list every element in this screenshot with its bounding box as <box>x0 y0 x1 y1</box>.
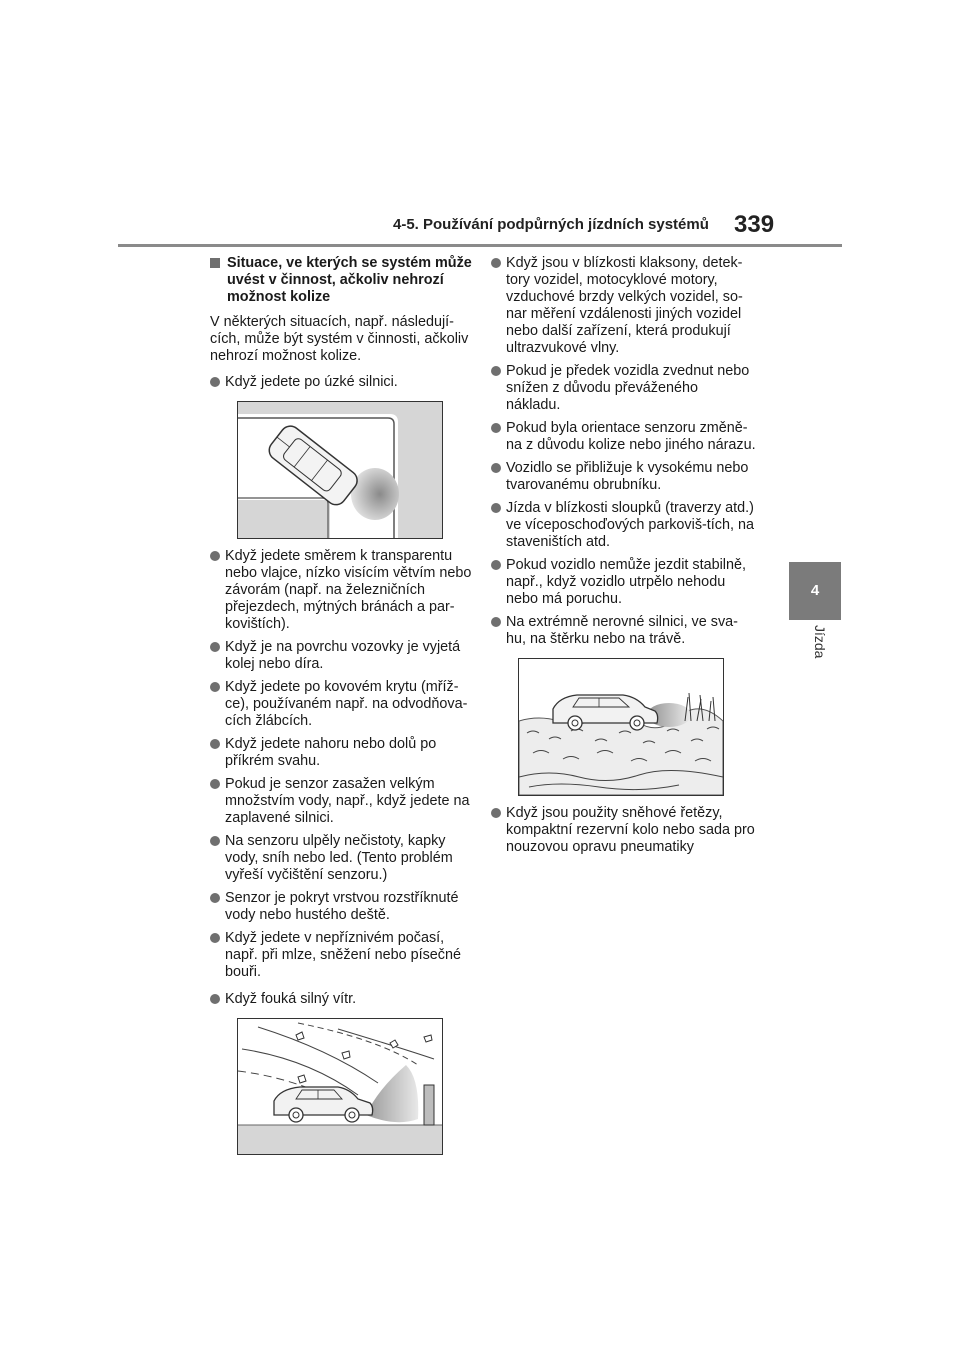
bullet-icon <box>210 739 220 749</box>
bullet-icon <box>210 377 220 387</box>
list-item-text: Pokud je předek vozidla zvednut nebo snížen z důvodu převáženého nákladu. <box>506 363 750 413</box>
list-item <box>210 930 472 981</box>
list-item-text: Když jedete po úzké silnici. <box>225 374 398 390</box>
bullet-icon <box>491 503 501 513</box>
list-item-text: Když jedete v nepříznivém počasí, např. při mlze, sněžení nebo písečné bouři. <box>225 930 461 980</box>
list-item <box>491 255 756 357</box>
figure-strong-wind <box>237 1018 443 1155</box>
bullet-icon <box>210 642 220 652</box>
header-section-title: 4-5. Používání podpůrných jízdních systémů <box>393 216 709 233</box>
list-item <box>210 639 472 673</box>
list-item-text: Na extrémně nerovné silnici, ve sva-hu, na štěrku nebo na trávě. <box>506 614 738 647</box>
bullet-icon <box>491 423 501 433</box>
left-column <box>210 255 472 1155</box>
list-item-text: Když je na povrchu vozovky je vyjetá kolej nebo díra. <box>225 639 461 672</box>
list-item <box>491 460 756 494</box>
bullet-icon <box>210 893 220 903</box>
list-item <box>210 776 472 827</box>
list-item <box>210 890 472 924</box>
list-item <box>491 363 756 414</box>
list-item <box>491 614 756 648</box>
figure-rough-terrain <box>518 658 724 796</box>
list-item <box>210 374 472 391</box>
list-item-text: Když jedete směrem k transparentu nebo vlajce, nízko visícím větvím nebo závorám (např. na železničních přejezdech, mýtných bránách a par-kovištích). <box>225 548 472 632</box>
list-item <box>491 805 756 856</box>
bullet-icon <box>491 366 501 376</box>
bullet-icon <box>210 682 220 692</box>
page-number: 339 <box>734 211 775 238</box>
list-item <box>210 679 472 730</box>
bullet-icon <box>491 463 501 473</box>
list-item-text: Pokud vozidlo nemůže jezdit stabilně, např., když vozidlo utrpělo nehodu nebo má poruchu. <box>506 557 746 607</box>
bullet-icon <box>210 933 220 943</box>
list-item <box>491 420 756 454</box>
list-item-text: Na senzoru ulpěly nečistoty, kapky vody, sníh nebo led. (Tento problém vyřeší vyčištění senzoru.) <box>225 833 453 883</box>
bullet-icon <box>491 560 501 570</box>
right-column <box>491 255 756 862</box>
bullet-icon <box>210 779 220 789</box>
header-rule <box>118 244 842 247</box>
list-item-text: Jízda v blízkosti sloupků (traverzy atd.) ve víceposchoďových parkoviš-tích, na staveništích atd. <box>506 500 755 550</box>
list-item <box>210 736 472 770</box>
list-item-text: Když jedete nahoru nebo dolů po příkrém svahu. <box>225 736 437 769</box>
list-item-text: Senzor je pokryt vrstvou rozstříknuté vody nebo hustého deště. <box>225 890 459 923</box>
bullet-icon <box>210 836 220 846</box>
list-item-text: Pokud byla orientace senzoru změně-na z důvodu kolize nebo jiného nárazu. <box>506 420 756 453</box>
list-item-text: Když jsou v blízkosti klaksony, detek-tory vozidel, motocyklové motory, vzduchové brzdy velkých vozidel, so-nar měření vzdálenosti jiných vozidel nebo další zařízení, která produkují ultrazvukové vlny. <box>506 255 743 356</box>
list-item-text: Vozidlo se přibližuje k vysokému nebo tvarovanému obrubníku. <box>506 460 749 493</box>
bullet-icon <box>210 551 220 561</box>
list-item-text: Pokud je senzor zasažen velkým množstvím vody, např., když jedete na zaplavené silnici. <box>225 776 470 826</box>
bullet-icon <box>210 994 220 1004</box>
intro-paragraph: V některých situacích, např. následují-cích, může být systém v činnosti, ačkoliv nehrozí možnost kolize. <box>210 314 469 364</box>
list-item-text: Když jedete po kovovém krytu (mříž-ce), používaném např. na odvodňova-cích žlábcích. <box>225 679 468 729</box>
list-item-text: Když fouká silný vítr. <box>225 991 357 1007</box>
list-item-text: Když jsou použity sněhové řetězy, kompaktní rezervní kolo nebo sada pro nouzovou opravu pneumatiky <box>506 805 755 855</box>
list-item <box>491 557 756 608</box>
list-item <box>210 548 472 633</box>
bullet-icon <box>491 258 501 268</box>
list-item <box>210 833 472 884</box>
chapter-label: Jízda <box>812 625 828 659</box>
list-item <box>491 500 756 551</box>
chapter-tab[interactable]: 4 <box>789 562 841 620</box>
bullet-icon <box>491 808 501 818</box>
section-heading-text: Situace, ve kterých se systém může uvést v činnost, ačkoliv nehrozí možnost kolize <box>227 255 472 305</box>
bullet-icon <box>491 617 501 627</box>
figure-narrow-road <box>237 401 443 539</box>
section-heading <box>210 255 472 306</box>
square-bullet-icon <box>210 258 220 268</box>
list-item <box>210 991 472 1008</box>
